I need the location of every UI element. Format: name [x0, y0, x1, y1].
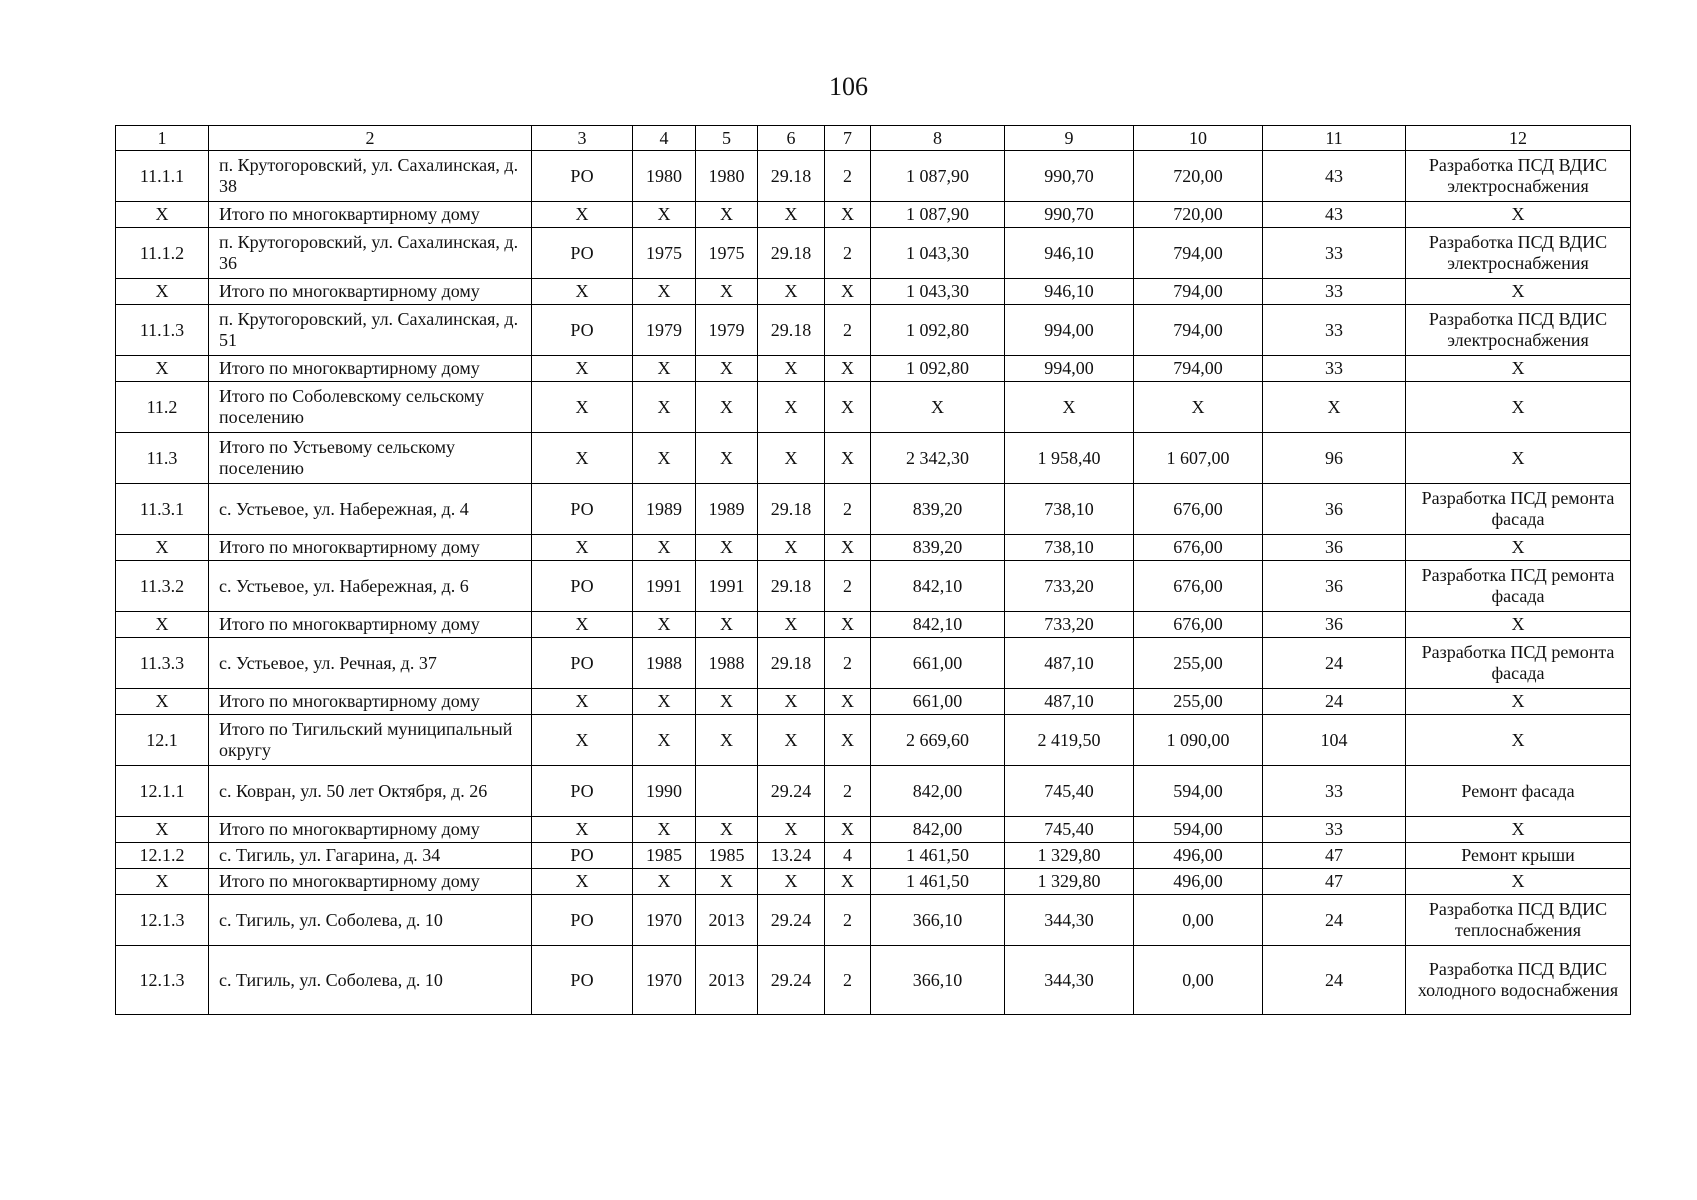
table-cell: 1988 — [633, 638, 696, 689]
table-cell: 733,20 — [1005, 561, 1134, 612]
table-cell: Итого по многоквартирному дому — [209, 817, 532, 843]
column-number: 5 — [696, 126, 758, 151]
table-cell: п. Крутогоровский, ул. Сахалинская, д. 36 — [209, 228, 532, 279]
table-cell: X — [116, 279, 209, 305]
table-cell: X — [633, 356, 696, 382]
table-cell: 344,30 — [1005, 946, 1134, 1015]
register-table — [115, 125, 1631, 1015]
table-cell: 2013 — [696, 895, 758, 946]
table-cell: X — [696, 817, 758, 843]
table-cell: Итого по многоквартирному дому — [209, 535, 532, 561]
table-cell: X — [633, 817, 696, 843]
table-cell: 794,00 — [1134, 279, 1263, 305]
table-cell: с. Тигиль, ул. Соболева, д. 10 — [209, 946, 532, 1015]
column-number: 2 — [209, 126, 532, 151]
table-cell: X — [1406, 433, 1631, 484]
table-cell: 839,20 — [871, 484, 1005, 535]
table-cell: X — [116, 817, 209, 843]
table-cell: 24 — [1263, 895, 1406, 946]
table-cell: X — [1263, 382, 1406, 433]
table-cell: 0,00 — [1134, 946, 1263, 1015]
table-cell: 994,00 — [1005, 305, 1134, 356]
table-cell: РО — [532, 638, 633, 689]
table-row — [116, 689, 1631, 715]
table-cell: 946,10 — [1005, 228, 1134, 279]
table-cell: 36 — [1263, 561, 1406, 612]
table-cell: с. Устьевое, ул. Речная, д. 37 — [209, 638, 532, 689]
table-cell: X — [825, 279, 871, 305]
table-cell: X — [633, 202, 696, 228]
table-cell: 1991 — [696, 561, 758, 612]
table-cell: X — [696, 869, 758, 895]
table-cell: X — [758, 869, 825, 895]
table-row — [116, 843, 1631, 869]
table-cell: Разработка ПСД ВДИС холодного водоснабжения — [1406, 946, 1631, 1015]
table-row — [116, 638, 1631, 689]
table-cell: 2 — [825, 638, 871, 689]
table-cell: 676,00 — [1134, 612, 1263, 638]
table-cell: 1 329,80 — [1005, 843, 1134, 869]
table-row — [116, 433, 1631, 484]
table-cell: X — [758, 279, 825, 305]
table-row — [116, 869, 1631, 895]
table-cell: X — [825, 433, 871, 484]
column-number: 7 — [825, 126, 871, 151]
table-cell: 1979 — [696, 305, 758, 356]
table-cell: 29.18 — [758, 561, 825, 612]
table-cell: Итого по многоквартирному дому — [209, 869, 532, 895]
table-cell: 24 — [1263, 689, 1406, 715]
table-cell — [696, 766, 758, 817]
table-cell: X — [825, 535, 871, 561]
table-cell: X — [1406, 202, 1631, 228]
table-cell: Разработка ПСД ремонта фасада — [1406, 638, 1631, 689]
table-cell: РО — [532, 766, 633, 817]
table-cell: X — [825, 817, 871, 843]
table-cell: 11.3 — [116, 433, 209, 484]
table-cell: X — [116, 612, 209, 638]
table-cell: 2 342,30 — [871, 433, 1005, 484]
table-cell: 12.1 — [116, 715, 209, 766]
table-cell: 12.1.2 — [116, 843, 209, 869]
column-number: 9 — [1005, 126, 1134, 151]
table-cell: X — [825, 715, 871, 766]
table-cell: X — [633, 689, 696, 715]
table-cell: X — [1134, 382, 1263, 433]
table-cell: 1980 — [696, 151, 758, 202]
table-cell: 36 — [1263, 484, 1406, 535]
table-cell: 24 — [1263, 946, 1406, 1015]
column-number: 11 — [1263, 126, 1406, 151]
table-cell: 366,10 — [871, 946, 1005, 1015]
table-cell: с. Устьевое, ул. Набережная, д. 6 — [209, 561, 532, 612]
table-cell: 594,00 — [1134, 817, 1263, 843]
table-cell: 12.1.3 — [116, 895, 209, 946]
table-cell: 104 — [1263, 715, 1406, 766]
table-cell: X — [633, 715, 696, 766]
table-cell: 11.3.3 — [116, 638, 209, 689]
table-cell: п. Крутогоровский, ул. Сахалинская, д. 38 — [209, 151, 532, 202]
table-cell: 33 — [1263, 305, 1406, 356]
table-cell: 1 087,90 — [871, 151, 1005, 202]
table-cell: 29.18 — [758, 638, 825, 689]
table-cell: X — [1406, 689, 1631, 715]
table-cell: 842,00 — [871, 817, 1005, 843]
table-cell: 1 607,00 — [1134, 433, 1263, 484]
table-cell: X — [532, 433, 633, 484]
table-cell: 1 461,50 — [871, 843, 1005, 869]
table-cell: 2 — [825, 305, 871, 356]
table-cell: 676,00 — [1134, 535, 1263, 561]
table-row — [116, 817, 1631, 843]
table-cell: 738,10 — [1005, 484, 1134, 535]
table-cell: Итого по многоквартирному дому — [209, 279, 532, 305]
table-row — [116, 382, 1631, 433]
table-cell: 12.1.1 — [116, 766, 209, 817]
table-cell: 487,10 — [1005, 638, 1134, 689]
table-cell: 1 092,80 — [871, 305, 1005, 356]
table-cell: X — [532, 817, 633, 843]
table-cell: 2 — [825, 895, 871, 946]
table-cell: с. Ковран, ул. 50 лет Октября, д. 26 — [209, 766, 532, 817]
table-cell: РО — [532, 946, 633, 1015]
table-cell: 12.1.3 — [116, 946, 209, 1015]
table-cell: X — [633, 535, 696, 561]
table-cell: 1989 — [696, 484, 758, 535]
table-cell: X — [116, 535, 209, 561]
table-cell: X — [116, 869, 209, 895]
table-row — [116, 535, 1631, 561]
table-cell: 794,00 — [1134, 305, 1263, 356]
table-cell: 2 — [825, 561, 871, 612]
table-cell: X — [633, 869, 696, 895]
table-cell: 842,00 — [871, 766, 1005, 817]
table-cell: РО — [532, 561, 633, 612]
table-cell: РО — [532, 484, 633, 535]
table-cell: 2013 — [696, 946, 758, 1015]
table-cell: X — [696, 356, 758, 382]
column-number: 6 — [758, 126, 825, 151]
table-cell: X — [825, 689, 871, 715]
table-cell: X — [758, 382, 825, 433]
table-cell: 1985 — [633, 843, 696, 869]
table-cell: X — [633, 433, 696, 484]
table-cell: 255,00 — [1134, 689, 1263, 715]
table-cell: 1975 — [633, 228, 696, 279]
table-cell: 2 — [825, 484, 871, 535]
table-row — [116, 279, 1631, 305]
table-cell: X — [532, 715, 633, 766]
table-cell: X — [758, 202, 825, 228]
table-cell: 1 043,30 — [871, 279, 1005, 305]
table-cell: X — [758, 689, 825, 715]
table-cell: X — [1406, 356, 1631, 382]
table-cell: 344,30 — [1005, 895, 1134, 946]
column-number-row — [116, 126, 1631, 151]
table-cell: X — [1406, 279, 1631, 305]
table-cell: 366,10 — [871, 895, 1005, 946]
table-cell: Итого по многоквартирному дому — [209, 202, 532, 228]
table-cell: 47 — [1263, 869, 1406, 895]
table-cell: 29.18 — [758, 228, 825, 279]
table-cell: X — [633, 279, 696, 305]
table-cell: X — [1406, 869, 1631, 895]
table-cell: 1989 — [633, 484, 696, 535]
table-cell: Разработка ПСД ВДИС электроснабжения — [1406, 305, 1631, 356]
column-number: 1 — [116, 126, 209, 151]
table-body — [116, 151, 1631, 1015]
table-cell: РО — [532, 895, 633, 946]
table-cell: X — [532, 612, 633, 638]
table-cell: Разработка ПСД ВДИС электроснабжения — [1406, 151, 1631, 202]
table-cell: 24 — [1263, 638, 1406, 689]
table-cell: Разработка ПСД ремонта фасада — [1406, 484, 1631, 535]
table-cell: 4 — [825, 843, 871, 869]
table-cell: 745,40 — [1005, 766, 1134, 817]
table-cell: X — [1406, 817, 1631, 843]
table-cell: X — [696, 433, 758, 484]
table-cell: 96 — [1263, 433, 1406, 484]
table-cell: 990,70 — [1005, 151, 1134, 202]
table-cell: 733,20 — [1005, 612, 1134, 638]
table-cell: 33 — [1263, 228, 1406, 279]
table-row — [116, 766, 1631, 817]
table-cell: X — [696, 382, 758, 433]
table-cell: X — [825, 202, 871, 228]
table-cell: 13.24 — [758, 843, 825, 869]
table-cell: 1 329,80 — [1005, 869, 1134, 895]
column-number: 3 — [532, 126, 633, 151]
table-cell: X — [1406, 382, 1631, 433]
table-cell: X — [758, 535, 825, 561]
table-cell: 29.18 — [758, 484, 825, 535]
table-cell: X — [696, 715, 758, 766]
table-cell: X — [696, 689, 758, 715]
table-cell: X — [532, 356, 633, 382]
table-cell: Итого по многоквартирному дому — [209, 356, 532, 382]
table-cell: X — [116, 202, 209, 228]
table-cell: X — [1406, 715, 1631, 766]
table-cell: Итого по многоквартирному дому — [209, 689, 532, 715]
table-cell: X — [825, 869, 871, 895]
table-cell: 11.1.2 — [116, 228, 209, 279]
table-cell: 1 958,40 — [1005, 433, 1134, 484]
table-cell: 1990 — [633, 766, 696, 817]
table-cell: X — [696, 202, 758, 228]
table-cell: с. Устьевое, ул. Набережная, д. 4 — [209, 484, 532, 535]
table-row — [116, 895, 1631, 946]
table-cell: 1 461,50 — [871, 869, 1005, 895]
table-cell: 11.3.2 — [116, 561, 209, 612]
table-cell: 1979 — [633, 305, 696, 356]
table-cell: 43 — [1263, 151, 1406, 202]
table-cell: РО — [532, 151, 633, 202]
table-cell: 1985 — [696, 843, 758, 869]
table-cell: X — [532, 689, 633, 715]
table-cell: X — [696, 279, 758, 305]
table-cell: 2 — [825, 766, 871, 817]
table-cell: X — [758, 612, 825, 638]
table-row — [116, 305, 1631, 356]
table-cell: 2 — [825, 228, 871, 279]
table-row — [116, 151, 1631, 202]
table-cell: X — [696, 535, 758, 561]
column-number: 10 — [1134, 126, 1263, 151]
table-cell: 1970 — [633, 946, 696, 1015]
table-cell: РО — [532, 305, 633, 356]
table-cell: 29.24 — [758, 895, 825, 946]
table-cell: РО — [532, 843, 633, 869]
table-cell: 946,10 — [1005, 279, 1134, 305]
table-row — [116, 202, 1631, 228]
table-cell: X — [758, 356, 825, 382]
table-cell: 2 — [825, 151, 871, 202]
table-cell: Итого по Устьевому сельскому поселению — [209, 433, 532, 484]
table-cell: X — [825, 356, 871, 382]
table-cell: 839,20 — [871, 535, 1005, 561]
table-cell: Итого по многоквартирному дому — [209, 612, 532, 638]
table-cell: 1 043,30 — [871, 228, 1005, 279]
table-cell: X — [758, 817, 825, 843]
column-number: 12 — [1406, 126, 1631, 151]
table-cell: Ремонт крыши — [1406, 843, 1631, 869]
table-cell: 661,00 — [871, 689, 1005, 715]
table-cell: 496,00 — [1134, 843, 1263, 869]
table-cell: 1988 — [696, 638, 758, 689]
table-cell: 2 669,60 — [871, 715, 1005, 766]
table-cell: 2 — [825, 946, 871, 1015]
table-cell: 1975 — [696, 228, 758, 279]
table-cell: 720,00 — [1134, 151, 1263, 202]
table-cell: 676,00 — [1134, 561, 1263, 612]
table-cell: 1970 — [633, 895, 696, 946]
table-cell: Итого по Соболевскому сельскому поселению — [209, 382, 532, 433]
table-cell: 842,10 — [871, 612, 1005, 638]
table-cell: X — [532, 279, 633, 305]
table-cell: 43 — [1263, 202, 1406, 228]
table-cell: X — [116, 356, 209, 382]
table-cell: Разработка ПСД ВДИС электроснабжения — [1406, 228, 1631, 279]
table-cell: с. Тигиль, ул. Соболева, д. 10 — [209, 895, 532, 946]
table-cell: 487,10 — [1005, 689, 1134, 715]
table-cell: X — [532, 202, 633, 228]
table-cell: 11.2 — [116, 382, 209, 433]
table-row — [116, 612, 1631, 638]
table-cell: X — [1005, 382, 1134, 433]
table-cell: X — [758, 715, 825, 766]
page-number: 106 — [829, 72, 868, 101]
table-row — [116, 946, 1631, 1015]
table-cell: 33 — [1263, 817, 1406, 843]
table-cell: X — [758, 433, 825, 484]
table-cell: 29.18 — [758, 305, 825, 356]
table-row — [116, 484, 1631, 535]
table-cell: X — [825, 612, 871, 638]
table-cell: 0,00 — [1134, 895, 1263, 946]
column-number: 8 — [871, 126, 1005, 151]
table-cell: 994,00 — [1005, 356, 1134, 382]
table-cell: X — [116, 689, 209, 715]
table-cell: 794,00 — [1134, 356, 1263, 382]
table-cell: 745,40 — [1005, 817, 1134, 843]
table-cell: 676,00 — [1134, 484, 1263, 535]
table-cell: 720,00 — [1134, 202, 1263, 228]
table-cell: 11.1.1 — [116, 151, 209, 202]
table-cell: п. Крутогоровский, ул. Сахалинская, д. 51 — [209, 305, 532, 356]
table-cell: X — [825, 382, 871, 433]
table-cell: 33 — [1263, 766, 1406, 817]
table-cell: 794,00 — [1134, 228, 1263, 279]
table-row — [116, 228, 1631, 279]
table-cell: X — [532, 869, 633, 895]
table-row — [116, 561, 1631, 612]
table-cell: 29.24 — [758, 946, 825, 1015]
table-cell: 33 — [1263, 279, 1406, 305]
table-cell: 36 — [1263, 612, 1406, 638]
table-row — [116, 356, 1631, 382]
column-number: 4 — [633, 126, 696, 151]
table-cell: 1980 — [633, 151, 696, 202]
table-cell: 594,00 — [1134, 766, 1263, 817]
table-cell: 29.18 — [758, 151, 825, 202]
table-cell: X — [532, 382, 633, 433]
table-row — [116, 715, 1631, 766]
table-cell: Ремонт фасада — [1406, 766, 1631, 817]
table-cell: 36 — [1263, 535, 1406, 561]
table-cell: 255,00 — [1134, 638, 1263, 689]
table-cell: 496,00 — [1134, 869, 1263, 895]
table-cell: 2 419,50 — [1005, 715, 1134, 766]
table-cell: 738,10 — [1005, 535, 1134, 561]
table-cell: 1 090,00 — [1134, 715, 1263, 766]
table-cell: X — [871, 382, 1005, 433]
table-cell: 990,70 — [1005, 202, 1134, 228]
table-cell: 11.3.1 — [116, 484, 209, 535]
table-cell: X — [1406, 535, 1631, 561]
table-cell: Разработка ПСД ВДИС теплоснабжения — [1406, 895, 1631, 946]
table-cell: X — [1406, 612, 1631, 638]
table-cell: 1 092,80 — [871, 356, 1005, 382]
table-cell: 29.24 — [758, 766, 825, 817]
table-cell: 33 — [1263, 356, 1406, 382]
table-cell: 1 087,90 — [871, 202, 1005, 228]
table-cell: Разработка ПСД ремонта фасада — [1406, 561, 1631, 612]
table-cell: 47 — [1263, 843, 1406, 869]
table-cell: 661,00 — [871, 638, 1005, 689]
table-cell: РО — [532, 228, 633, 279]
table-cell: X — [532, 535, 633, 561]
table-cell: 11.1.3 — [116, 305, 209, 356]
table-cell: X — [633, 612, 696, 638]
table-cell: Итого по Тигильский муниципальный округу — [209, 715, 532, 766]
table-cell: X — [633, 382, 696, 433]
table-cell: 842,10 — [871, 561, 1005, 612]
table-cell: X — [696, 612, 758, 638]
table-cell: с. Тигиль, ул. Гагарина, д. 34 — [209, 843, 532, 869]
table-cell: 1991 — [633, 561, 696, 612]
